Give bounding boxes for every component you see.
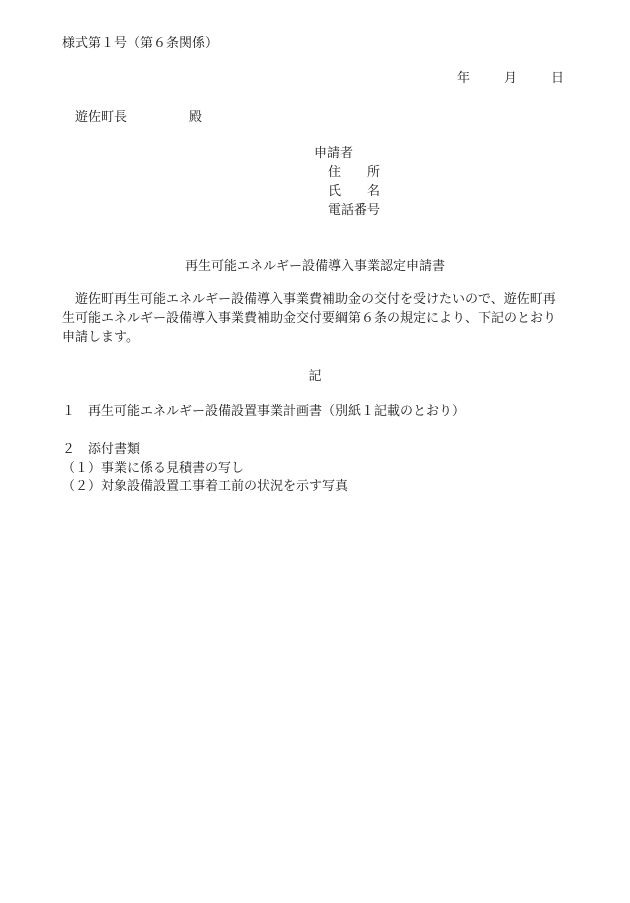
ki-heading: 記 <box>308 369 322 384</box>
date-year: 年 <box>456 71 470 86</box>
applicant-name-label: 氏 名 <box>328 184 381 199</box>
item-text: 再生可能エネルギー設備設置事業計画書（別紙１記載のとおり） <box>88 404 466 419</box>
date-day: 日 <box>550 71 564 86</box>
form-number: 様式第１号（第６条関係） <box>62 36 219 51</box>
addressee-name: 遊佐町長 <box>75 110 128 125</box>
date-line <box>451 69 564 88</box>
addressee <box>75 108 202 127</box>
applicant-phone-label: 電話番号 <box>328 203 381 218</box>
applicant-block <box>314 144 380 220</box>
addressee-honorific: 殿 <box>189 110 203 125</box>
attachment-item: （１）事業に係る見積書の写し <box>62 461 245 476</box>
document-title: 再生可能エネルギー設備導入事業認定申請書 <box>184 259 445 274</box>
date-month: 月 <box>503 71 517 86</box>
item-text: 添付書類 <box>88 442 141 457</box>
applicant-heading: 申請者 <box>314 146 354 161</box>
body-paragraph: 遊佐町再生可能エネルギー設備導入事業費補助金の交付を受けたいので、遊佐町再生可能エネルギー設備導入事業費補助金交付要綱第６条の規定により、下記のとおり申請します。 <box>62 292 557 345</box>
applicant-address-label: 住 所 <box>328 165 381 180</box>
list-item <box>62 402 465 421</box>
item-number: ２ <box>62 442 76 457</box>
attachment-item: （２）対象設備設置工事着工前の状況を示す写真 <box>62 479 349 494</box>
list-item <box>62 440 140 459</box>
item-number: １ <box>62 404 76 419</box>
